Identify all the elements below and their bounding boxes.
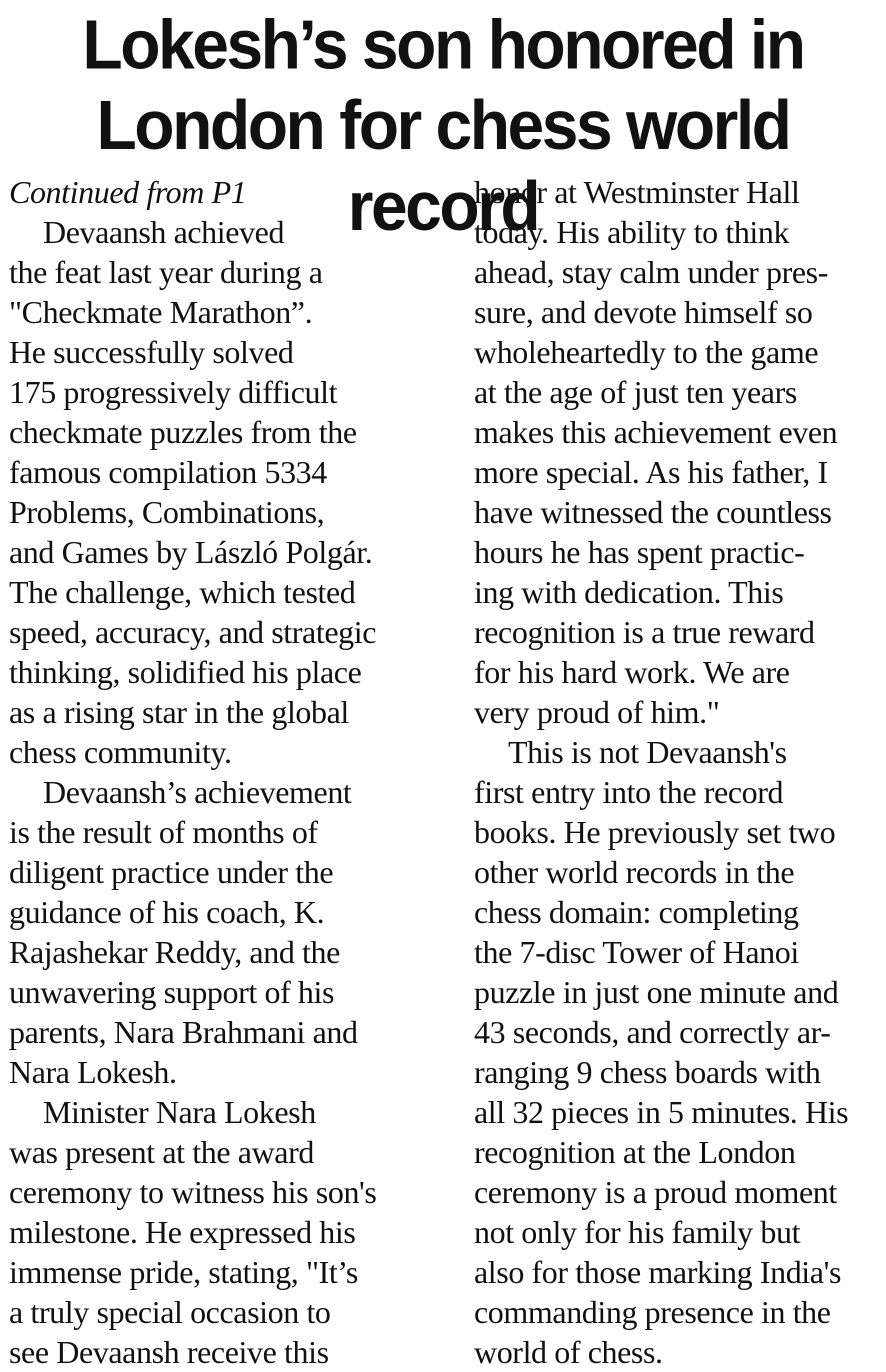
- article-text-line: books. He previously set two: [474, 814, 836, 850]
- article-text-line: the feat last year during a: [9, 254, 323, 290]
- article-text-line: not only for his family but: [474, 1214, 801, 1250]
- article-text-line: sure, and devote himself so: [474, 294, 813, 330]
- article-text-line: recognition at the London: [474, 1134, 796, 1170]
- article-text-line: thinking, solidified his place: [9, 654, 362, 690]
- article-text-line: guidance of his coach, K.: [9, 894, 325, 930]
- article-text-line: Devaansh achieved: [43, 214, 285, 250]
- article-text-line: have witnessed the countless: [474, 494, 832, 530]
- article-text-line: ahead, stay calm under pres-: [474, 254, 828, 290]
- article-text-line: other world records in the: [474, 854, 795, 890]
- article-text-line: milestone. He expressed his: [9, 1214, 356, 1250]
- article-text-line: honor at Westminster Hall: [474, 174, 800, 210]
- article-text-line: for his hard work. We are: [474, 654, 790, 690]
- article-text-line: hours he has spent practic-: [474, 534, 805, 570]
- article-text-line: at the age of just ten years: [474, 374, 797, 410]
- article-text-line: 43 seconds, and correctly ar-: [474, 1014, 831, 1050]
- article-text-line: very proud of him.": [474, 694, 720, 730]
- article-text-line: commanding presence in the: [474, 1294, 831, 1330]
- article-text-line: wholeheartedly to the game: [474, 334, 819, 370]
- article-text-line: This is not Devaansh's: [508, 734, 787, 770]
- article-text-line: today. His ability to think: [474, 214, 790, 250]
- article-text-line: diligent practice under the: [9, 854, 334, 890]
- article-text-line: a truly special occasion to: [9, 1294, 331, 1330]
- article-text-line: speed, accuracy, and strategic: [9, 614, 377, 650]
- article-text-line: ceremony to witness his son's: [9, 1174, 377, 1210]
- article-text-line: is the result of months of: [9, 814, 318, 850]
- article-text-line: and Games by László Polgár.: [9, 534, 373, 570]
- continued-from-label: Continued from P1: [9, 174, 247, 210]
- article-text-line: 175 progressively difficult: [9, 374, 338, 410]
- article-text-line: chess community.: [9, 734, 232, 770]
- article-column-right: [474, 172, 882, 1372]
- article-text-line: famous compilation 5334: [9, 454, 327, 490]
- article-text-line: ranging 9 chess boards with: [474, 1054, 821, 1090]
- headline-line-1: Lokesh’s son honored in: [82, 5, 804, 84]
- article-text-line: also for those marking India's: [474, 1254, 842, 1290]
- article-column-left: [9, 172, 449, 1372]
- article-text-line: Problems, Combinations,: [9, 494, 325, 530]
- article-text-line: all 32 pieces in 5 minutes. His: [474, 1094, 849, 1130]
- article-text-line: Devaansh’s achievement: [43, 774, 352, 810]
- article-text-line: immense pride, stating, "It’s: [9, 1254, 358, 1290]
- article-text-line: as a rising star in the global: [9, 694, 349, 730]
- article-text-line: unwavering support of his: [9, 974, 335, 1010]
- article-text-line: Nara Lokesh.: [9, 1054, 177, 1090]
- headline-line-2: London for chess world record: [96, 85, 790, 245]
- article-text-line: "Checkmate Marathon”.: [9, 294, 313, 330]
- article-text-line: the 7-disc Tower of Hanoi: [474, 934, 799, 970]
- article-text-line: world of chess.: [474, 1334, 663, 1370]
- article-text-line: parents, Nara Brahmani and: [9, 1014, 358, 1050]
- article-text-line: first entry into the record: [474, 774, 784, 810]
- article-text-line: puzzle in just one minute and: [474, 974, 839, 1010]
- article-text-line: Minister Nara Lokesh: [43, 1094, 316, 1130]
- article-text-line: chess domain: completing: [474, 894, 799, 930]
- article-text-line: Rajashekar Reddy, and the: [9, 934, 340, 970]
- article-text-line: makes this achievement even: [474, 414, 838, 450]
- article-text-line: checkmate puzzles from the: [9, 414, 357, 450]
- article-text-line: ceremony is a proud moment: [474, 1174, 837, 1210]
- article-text-line: The challenge, which tested: [9, 574, 356, 610]
- article-text-line: He successfully solved: [9, 334, 294, 370]
- article-text-line: see Devaansh receive this: [9, 1334, 329, 1370]
- article-text-line: more special. As his father, I: [474, 454, 828, 490]
- article-text-line: ing with dedication. This: [474, 574, 784, 610]
- article-text-line: was present at the award: [9, 1134, 314, 1170]
- article-text-line: recognition is a true reward: [474, 614, 815, 650]
